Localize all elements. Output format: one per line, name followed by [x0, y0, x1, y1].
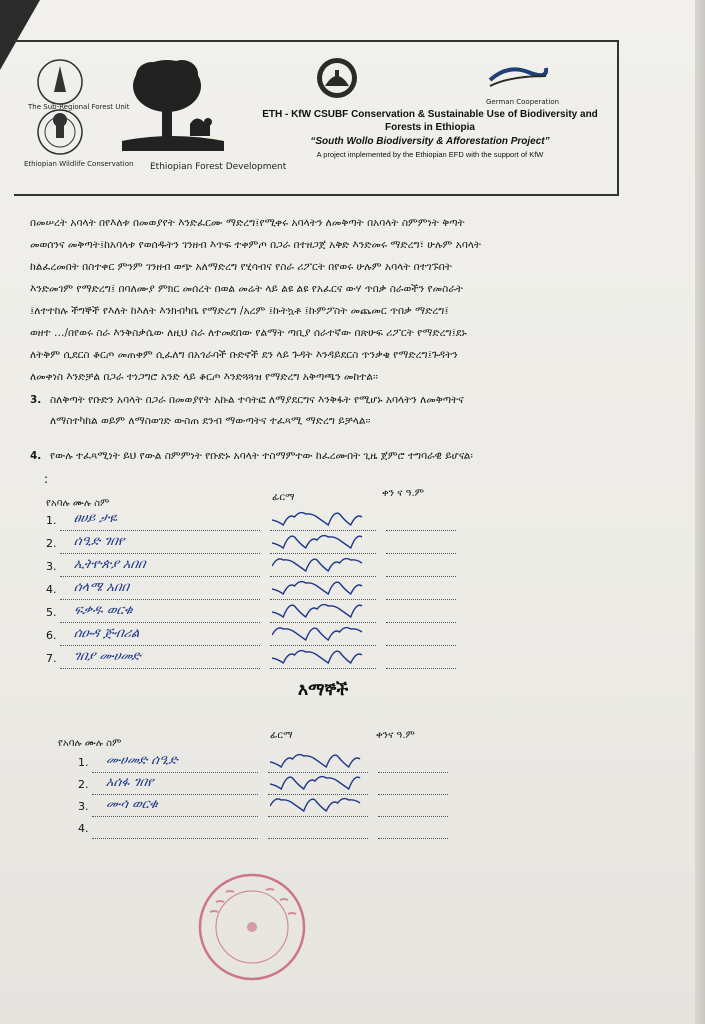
paragraph-line: መወሰንና መቅጣት፤ከአባላቱ የወሰዱትን ገንዘብ እጥፍ ተቀምጦ በጋራ በተዘጋጀ አቅድ እንድመሩ ማድረግ፣ ሁሉም አባላት [30, 239, 482, 251]
member-name-line [60, 553, 260, 554]
title-line-3: “South Wollo Biodiversity & Afforestation Project” [310, 136, 550, 147]
member-date-line [386, 530, 456, 531]
paragraph-line: ወዘተ …/በየወሩ ስራ እንቅስቃሴው ለዚህ ስራ ለተመደበው የልማት ጣቢያ ሰራተኛው በጽሁፍ ሪፖርት የማድረግ፤ደኑ [30, 327, 467, 339]
clause-text: ስለቅጣት የቡድን አባላት በጋራ በመወያየት አኩል ተሳትፎ ለማያደርግና እንቅፋት የሚሆኑ አባላትን ለመቅጣትና [50, 394, 464, 406]
member-signature [272, 533, 372, 555]
title-line-4: A project implemented by the Ethiopian EFD with the support of KfW [316, 150, 544, 159]
member-signature [272, 625, 372, 647]
members-col-sign: ፊርማ [272, 492, 295, 503]
witness-signature [270, 774, 370, 796]
members-col-date: ቀን ና ዓ.ም [382, 488, 425, 499]
member-signature [272, 556, 372, 578]
member-signature [272, 648, 372, 670]
member-row-number: 6. [46, 629, 57, 642]
paragraph-line: ፤ለተተከሉ ችግኞች የእለት ከእለት እንክብካቤ የማድረግ /አረም ፤ኩትኳቶ ፤ኩምፖስት መጨመር ጥበቃ ማድረግ፤ [30, 305, 449, 317]
witness-name-line [92, 838, 258, 839]
logo-right-caption: German Cooperation [486, 98, 560, 106]
witness-row [78, 797, 498, 820]
logo-mid-caption: Ethiopian Forest Development [150, 162, 287, 172]
clause-4 [30, 446, 690, 467]
official-stamp [196, 872, 308, 982]
witness-row-number: 2. [78, 778, 89, 791]
paragraph-line: ለመቀነስ እንድቻል በጋራ ተነጋግሮ አንድ ላይ ቆርጦ እንድጓጓዝ የማድረግ አቅጣጫን መከተል፡፡ [30, 371, 378, 383]
witness-date-line [378, 816, 448, 817]
title-line-2: Forests in Ethiopia [384, 122, 475, 133]
witness-name-line [92, 794, 258, 795]
member-row [46, 626, 466, 649]
member-date-line [386, 553, 456, 554]
member-row [46, 534, 466, 557]
member-handwritten-name: ኢትዮጵያ አበበ [72, 557, 147, 572]
witness-row-number: 4. [78, 822, 89, 835]
member-handwritten-name: ገበያ ሙሀመድ [72, 649, 142, 664]
member-row-number: 7. [46, 652, 57, 665]
member-handwritten-name: ፍቃዱ ወርቁ [72, 603, 134, 618]
witnesses-title: እማኞች [298, 680, 349, 700]
witness-row-number: 1. [78, 756, 89, 769]
witness-handwritten-name: ሙሀመድ ሰዒድ [104, 753, 179, 768]
german-cooperation-logo [488, 62, 548, 96]
member-row [46, 580, 466, 603]
member-row [46, 511, 466, 534]
member-row-number: 4. [46, 583, 57, 596]
witness-name-line [92, 816, 258, 817]
member-signature [272, 602, 372, 624]
clause-number: 4. [30, 450, 42, 462]
page-edge-shadow [695, 0, 705, 1024]
member-row-number: 1. [46, 514, 57, 527]
tree-logo [112, 46, 230, 170]
witness-signature [270, 752, 370, 774]
witnesses-col-date: ቀንና ዓ.ም [376, 730, 415, 741]
witness-row [78, 822, 498, 842]
witnesses-col-name: የአባሉ ሙሉ ስም [58, 738, 122, 749]
member-name-line [60, 645, 260, 646]
member-handwritten-name: ሰዑዳ ጅብሪል [72, 626, 141, 641]
member-name-line [60, 599, 260, 600]
agreement-paragraph [30, 212, 680, 388]
witness-row-number: 3. [78, 800, 89, 813]
member-date-line [386, 645, 456, 646]
witness-signature-line [268, 838, 368, 839]
witness-date-line [378, 772, 448, 773]
witnesses-col-sign: ፊርማ [270, 730, 293, 741]
paragraph-line: እንድመገም የማድረግ፤ በባለሙያ ምክር መሰረት በወል መሬት ላይ ልዩ ልዩ የአፈርና ውሃ ጥበቃ ስራወችን የመስራት [30, 283, 463, 295]
member-date-line [386, 576, 456, 577]
members-col-name: የአባሉ ሙሉ ስም [46, 498, 110, 509]
member-name-line [60, 622, 260, 623]
member-row-number: 2. [46, 537, 57, 550]
clause-text: የውሉ ተፈጻሚነት ይህ የውል ስምምነት የቡድኑ አባላት ተስማምተው ከፈረሙበት ጊዜ ጀምሮ ተግባራዊ ይሆናል፡ [50, 450, 473, 462]
logo-left-bottom-caption: Ethiopian Wildlife Conservation [24, 160, 134, 168]
witness-signature [270, 796, 370, 818]
member-row [46, 557, 466, 580]
clause-text-cont: ለማስተካከል ወይም ለማስወገድ ውስጠ ደንብ ማውጣትና ተፈጻሚ ማድረግ ይቻላል፡፡ [50, 415, 371, 427]
member-row [46, 603, 466, 626]
member-row-number: 5. [46, 606, 57, 619]
witness-handwritten-name: አሰፋ ገበየ [104, 775, 155, 790]
member-handwritten-name: ፀሀይ ታዬ [72, 511, 119, 526]
member-handwritten-name: ሰላሜ አበበ [72, 580, 131, 595]
member-handwritten-name: ሰዒድ ገበየ [72, 534, 126, 549]
logo-left-top-caption: The Sub-Regional Forest Unit [28, 103, 130, 111]
member-date-line [386, 622, 456, 623]
member-name-line [60, 576, 260, 577]
member-date-line [386, 668, 456, 669]
paragraph-line: ለትቅም ሲደርስ ቆርጦ መጠቀም ሲፈለግ በአጎራባች ቡድኖች ደን ላይ ጉዳት እንዳይደርስ ጥንቃቄ የማድረግ፤ጉዳትን [30, 349, 458, 361]
emblem-logo [315, 56, 359, 100]
paragraph-line: በመሠረት አባላት በየእለቱ በመወያየት እንድፈርሙ ማድረግ፤የሚቀሩ አባላትን ለመቅጣት በአባላት ስምምነት ቅጣት [30, 217, 465, 229]
member-row-number: 3. [46, 560, 57, 573]
witness-date-line [378, 838, 448, 839]
member-signature [272, 579, 372, 601]
witness-name-line [92, 772, 258, 773]
member-row [46, 649, 466, 672]
witness-handwritten-name: ሙሳ ወርቁ [104, 797, 159, 812]
title-line-1: ETH - KfW CSUBF Conservation & Sustainable Use of Biodiversity and [262, 109, 598, 120]
member-signature [272, 510, 372, 532]
witness-row [78, 753, 498, 776]
clause-3 [30, 390, 690, 432]
member-name-line [60, 668, 260, 669]
clause-number: 3. [30, 394, 42, 406]
member-name-line [60, 530, 260, 531]
letterhead-title [245, 108, 615, 160]
witness-date-line [378, 794, 448, 795]
member-date-line [386, 599, 456, 600]
witness-row [78, 775, 498, 798]
clause-tail: : [44, 472, 49, 486]
paragraph-line: ከልፈረመበት በስተቀር ምንም ገንዘብ ወጭ አለማድረግ የሂሳብና የስራ ሪፖርት በየወሩ ሁሉም አባላት በተገኙበት [30, 261, 452, 273]
